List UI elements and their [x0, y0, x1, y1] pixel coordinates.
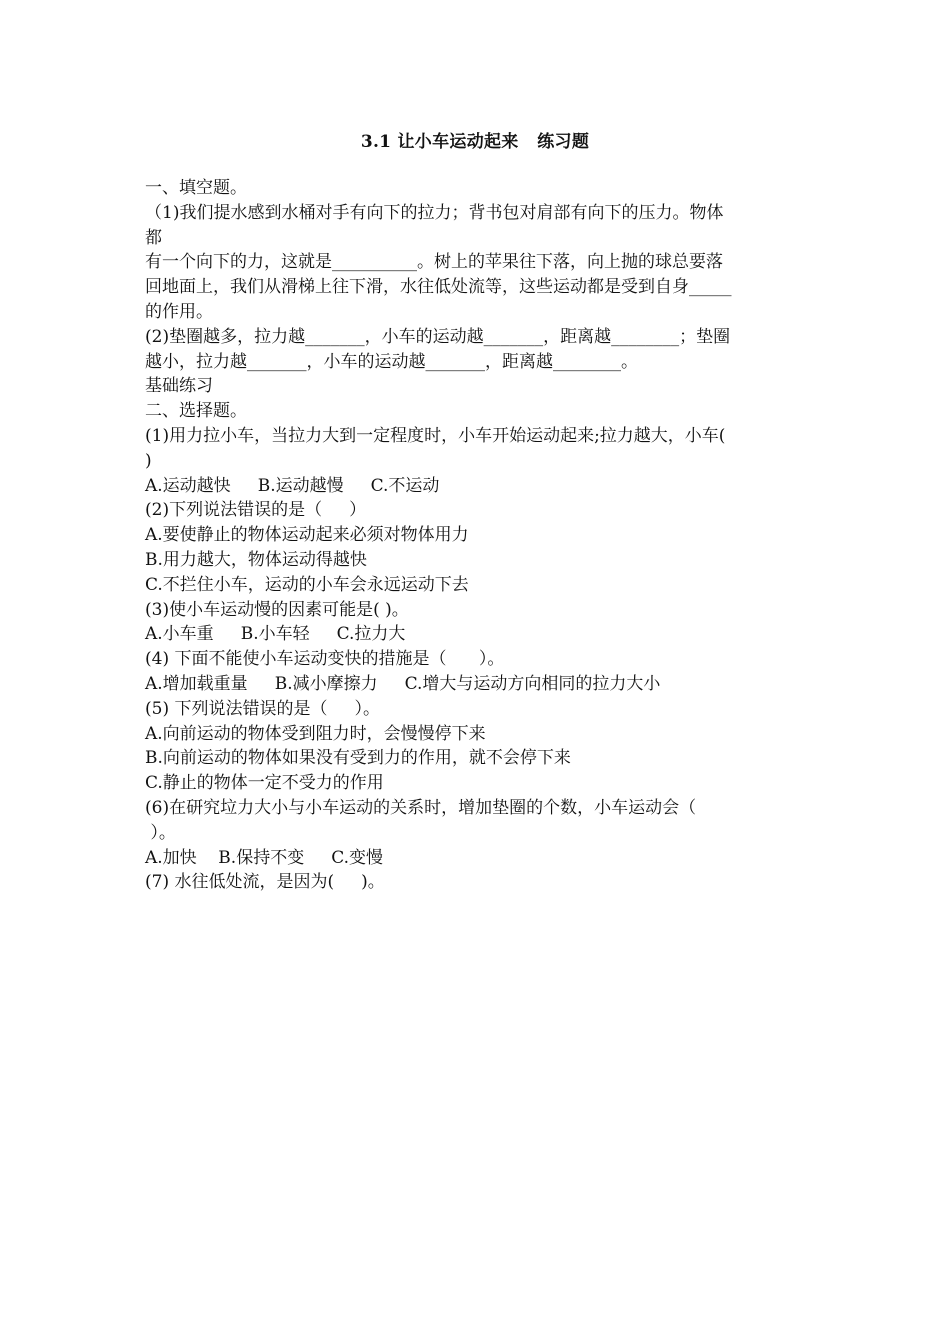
section-heading-basic-practice: 基础练习: [145, 376, 213, 397]
question-text: (1)用力拉小车，当拉力大到一定程度时，小车开始运动起来;拉力越大，小车(: [145, 425, 726, 446]
answer-option: A.向前运动的物体受到阻力时，会慢慢停下来: [145, 723, 486, 744]
question-text: 越小，拉力越_______，小车的运动越_______，距离越________。: [145, 351, 638, 372]
section-heading-fill-blank: 一、填空题。: [145, 178, 247, 198]
question-text: (3)使小车运动慢的因素可能是( )。: [145, 599, 409, 620]
question-text: 都: [145, 227, 162, 248]
question-text: (2)下列说法错误的是（ ）: [145, 500, 367, 521]
worksheet-body: [145, 176, 815, 895]
question-text: (4) 下面不能使小车运动变快的措施是（ ）。: [145, 649, 505, 670]
question-text: (7) 水往低处流，是因为( )。: [145, 872, 385, 893]
question-text: (5) 下列说法错误的是（ ）。: [145, 698, 381, 719]
question-text: ): [145, 450, 152, 471]
answer-option: B.用力越大，物体运动得越快: [145, 549, 367, 570]
question-text: ）。: [145, 822, 176, 843]
question-text: 的作用。: [145, 301, 213, 322]
answer-option: C.静止的物体一定不受力的作用: [145, 773, 384, 794]
question-text: 有一个向下的力，这就是__________。树上的苹果往下落，向上抛的球总要落: [145, 252, 723, 273]
answer-option: B.向前运动的物体如果没有受到力的作用，就不会停下来: [145, 748, 571, 769]
answer-options: A.增加载重量 B.减小摩擦力 C.增大与运动方向相同的拉力大小: [145, 673, 661, 694]
section-heading-multiple-choice: 二、选择题。: [145, 401, 247, 422]
question-text: (6)在研究垃力大小与小车运动的关系时，增加垫圈的个数，小车运动会（: [145, 797, 697, 818]
page-title: 3.1 让小车运动起来 练习题: [360, 132, 590, 152]
question-text: （1)我们提水感到水桶对手有向下的拉力；背书包对肩部有向下的压力。物体: [145, 202, 724, 223]
answer-option: A.要使静止的物体运动起来必须对物体用力: [145, 525, 469, 546]
answer-options: A.加快 B.保持不变 C.变慢: [145, 847, 384, 868]
answer-options: A.运动越快 B.运动越慢 C.不运动: [145, 475, 440, 496]
question-text: (2)垫圈越多，拉力越_______，小车的运动越_______，距离越________；垫圈: [145, 326, 731, 347]
answer-option: C.不拦住小车，运动的小车会永远运动下去: [145, 574, 469, 595]
question-text: 回地面上，我们从滑梯上往下滑，水往低处流等，这些运动都是受到自身_____: [145, 277, 732, 298]
answer-options: A.小车重 B.小车轻 C.拉力大: [145, 624, 406, 645]
